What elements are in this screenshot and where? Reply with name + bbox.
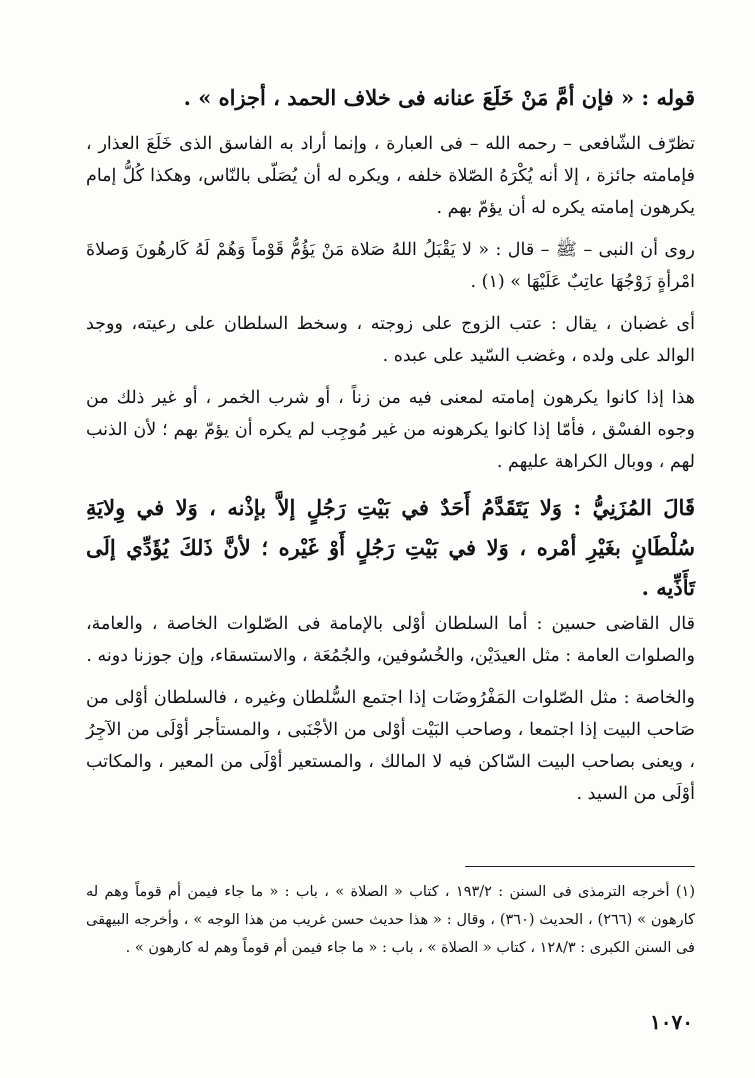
paragraph-muzani-text: قَالَ المُزَنِيُّ : وَلا يَتَقَدَّمُ أَحَدٌ في بَيْتِ رَجُلٍ إلاَّ بإذْنه ، وَلا في وِلايَةِ سُلْطَانٍ بغَيْرِ أمْره ، وَلا في بَيْتِ رَجُلٍ أَوْ غَيْره ؛ لأنَّ ذَلكَ يُؤَدِّي إلَى تَأَذِّيه . xyxy=(86,495,695,600)
paragraph-explanation: أى غضبان ، يقال : عتب الزوج على زوجته ، وسخط السلطان على رعيته، ووجد الوالد على ولده ، وغضب السّيد على عبده . xyxy=(86,314,695,366)
footnote-separator xyxy=(465,866,695,867)
paragraph-hadith: روى أن النبى – ﷺ – قال : « لا يَقْبَلُ اللهُ صَلاة مَنْ يَؤُمُّ قَوْماً وَهُمْ لَهُ كَارهُونَ وَصلاةَ امْرأةٍ زَوْجُهَا عاتِبٌ عَلَيْهَا » (١) . xyxy=(86,240,695,292)
footnote: (١) أخرجه الترمذى فى السنن : ١٩٣/٢ ، كتاب « الصلاة » ، باب : « ما جاء فيمن أم قوماً وهم له كارهون » (٢٦٦) ، الحديث (٣٦٠) ، وقال : « هذا حديث حسن غريب من هذا الوجه » ، وأخرجه البيهقى فى السنن الكبرى : ١٢٨/٣ ، كتاب « الصلاة » ، باب : « ما جاء فيمن أم قوماً وهم له كارهون » . xyxy=(86,884,695,956)
paragraph-commentary: تظرّف الشّافعى – رحمه الله – فى العبارة ، وإنما أراد به الفاسق الذى خَلَعَ العذار ، فإمامته جائزة ، إلا أنه يُكْرَهُ الصّلاة خلفه ، ويكره له أن يُصَلّى بالنّاس، وهكذا كُلُّ إمام يكرهون إمامته يكره له أن يؤمّ بهم . xyxy=(86,134,695,218)
main-text xyxy=(86,78,695,810)
paragraph-private-prayers: والخاصة : مثل الصّلوات المَفْرُوضَات إذا اجتمع السُّلطان وغيره ، فالسلطان أوْلى من صَاحب البيت إذا اجتمعا ، وصاحب البَيْت أوْلى من الأجْنَبى ، والمستأجر أوْلَى من الآجِرُ ، ويعنى بصاحب البيت السّاكن فيه لا المالك ، والمستعير أوْلَى من المعير ، والمكاتب أوْلَى من السيد . xyxy=(86,688,695,804)
paragraph-qadi-husayn: قال القاضى حسين : أما السلطان أوْلى بالإمامة فى الصّلوات الخاصة ، والعامة، والصلوات العامة : مثل العيدَيْن، والخُسُوفين، والجُمُعَة ، والاستسقاء، وإن جوزنا دونه . xyxy=(86,614,695,666)
page-number: ١٠٧٠ xyxy=(650,1010,693,1034)
paragraph-quote-header: قوله : « فإن أمَّ مَنْ خَلَعَ عنانه فى خلاف الحمد ، أجزاه » . xyxy=(183,85,695,110)
paragraph-condition: هذا إذا كانوا يكرهون إمامته لمعنى فيه من زناً ، أو شرب الخمر ، أو غير ذلك من وجوه الفسْق ، فأمّا إذا كانوا يكرهونه من غير مُوجِب لم يكره أن يؤمّ بهم ؛ لأن الذنب لهم ، ووبال الكراهة عليهم . xyxy=(86,388,695,472)
